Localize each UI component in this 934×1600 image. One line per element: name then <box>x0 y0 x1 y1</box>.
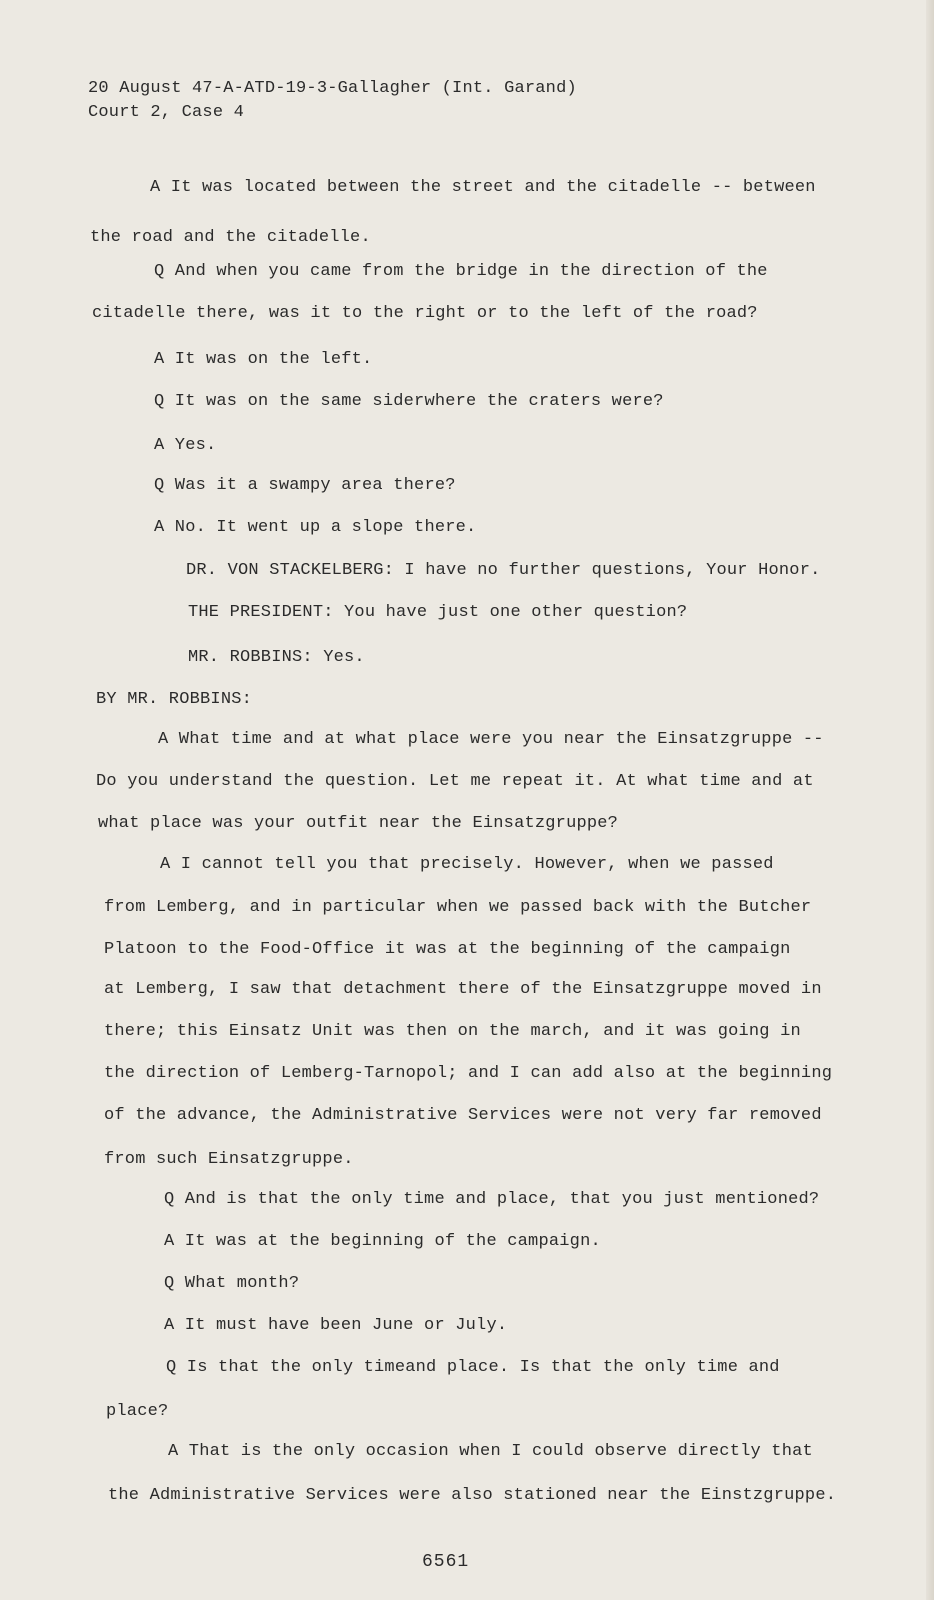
transcript-line: the road and the citadelle. <box>90 228 371 247</box>
transcript-line: Q And when you came from the bridge in the direction of the <box>154 262 768 281</box>
transcript-line: Platoon to the Food-Office it was at the beginning of the campaign <box>104 940 791 959</box>
transcript-line: at Lemberg, I saw that detachment there of the Einsatzgruppe moved in <box>104 980 822 999</box>
transcript-line: the direction of Lemberg-Tarnopol; and I can add also at the beginning <box>104 1064 833 1083</box>
page-number: 6561 <box>422 1552 470 1572</box>
transcript-line: A It must have been June or July. <box>164 1316 508 1335</box>
transcript-line: Q And is that the only time and place, that you just mentioned? <box>164 1190 820 1209</box>
transcript-line: of the advance, the Administrative Services were not very far removed <box>104 1106 822 1125</box>
transcript-line: A It was at the beginning of the campaign. <box>164 1232 601 1251</box>
transcript-line: there; this Einsatz Unit was then on the march, and it was going in <box>104 1022 801 1041</box>
transcript-line: A No. It went up a slope there. <box>154 518 477 537</box>
transcript-line: Q What month? <box>164 1274 300 1293</box>
transcript-line: DR. VON STACKELBERG: I have no further questions, Your Honor. <box>186 561 821 580</box>
transcript-line: A I cannot tell you that precisely. However, when we passed <box>160 855 774 874</box>
header-line-date-case: 20 August 47-A-ATD-19-3-Gallagher (Int. Garand) <box>88 79 577 98</box>
transcript-line: A It was located between the street and the citadelle -- between <box>150 178 816 197</box>
transcript-line: A That is the only occasion when I could observe directly that <box>168 1442 813 1461</box>
transcript-line: Q It was on the same siderwhere the craters were? <box>154 392 664 411</box>
transcript-line: place? <box>106 1402 169 1421</box>
transcript-line: from such Einsatzgruppe. <box>104 1150 354 1169</box>
transcript-line: the Administrative Services were also stationed near the Einstzgruppe. <box>108 1486 837 1505</box>
page-edge-shadow <box>926 0 934 1600</box>
transcript-line: BY MR. ROBBINS: <box>96 690 253 709</box>
transcript-line: from Lemberg, and in particular when we passed back with the Butcher <box>104 898 812 917</box>
transcript-line: what place was your outfit near the Einsatzgruppe? <box>98 814 619 833</box>
transcript-line: Do you understand the question. Let me repeat it. At what time and at <box>96 772 814 791</box>
transcript-line: MR. ROBBINS: Yes. <box>188 648 365 667</box>
transcript-line: A Yes. <box>154 436 217 455</box>
transcript-line: THE PRESIDENT: You have just one other question? <box>188 603 688 622</box>
transcript-line: A It was on the left. <box>154 350 373 369</box>
header-line-court: Court 2, Case 4 <box>88 103 245 122</box>
transcript-line: citadelle there, was it to the right or to the left of the road? <box>92 304 758 323</box>
transcript-line: Q Is that the only timeand place. Is that the only time and <box>166 1358 780 1377</box>
transcript-line: Q Was it a swampy area there? <box>154 476 456 495</box>
transcript-line: A What time and at what place were you near the Einsatzgruppe -- <box>158 730 824 749</box>
